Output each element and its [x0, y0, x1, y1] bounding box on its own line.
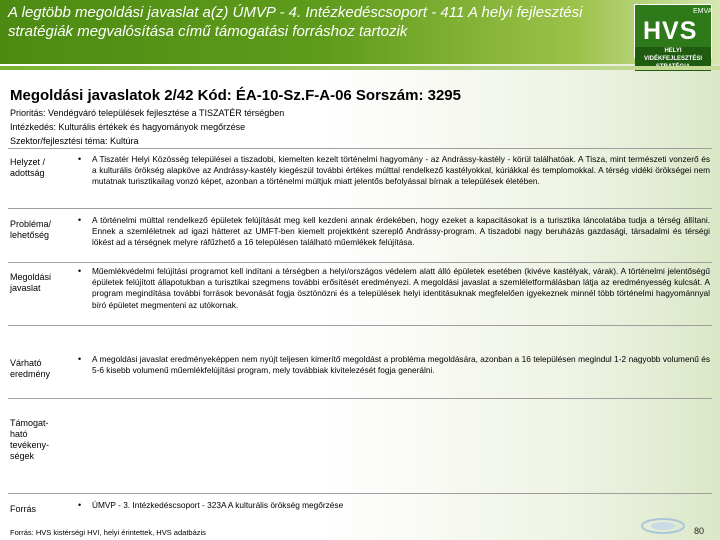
- row-label-activities: Támogat-ható tevékeny-ségek: [10, 418, 50, 461]
- row-divider: [8, 325, 712, 326]
- row-bullet: •: [78, 266, 82, 276]
- priority-line: Prioritás: Vendégváró települések fejlesztése a TISZATÉR térségben: [10, 108, 285, 118]
- row-text-problem: A történelmi múlttal rendelkező épületek felújítását meg kell kezdeni annak érdekében, hogy ezeket a kapacitásokat is a turisztika láncolatába tudja a térség állítani. Ennek a szemléletnek ad igazi hátteret az UMFT-ben kiemelt projektként szereplő Andrássy-program. A tiszadobi nagy beruházás gazdasági, társadalmi és térségi lökést ad a térségnek melyre ráfűzhető a 16 településen található műemlékek felújítása.: [92, 215, 710, 248]
- row-divider: [8, 493, 712, 494]
- page-number: 80: [694, 526, 705, 536]
- row-label-result: Várható eredmény: [10, 358, 51, 379]
- logo-subtitle: HELYI VIDÉKFEJLESZTÉSI: [635, 47, 711, 71]
- header-divider: [0, 66, 720, 70]
- row-divider: [8, 148, 712, 149]
- decorative-logo-icon: [640, 516, 686, 536]
- row-bullet: •: [78, 354, 82, 364]
- row-label-source: Forrás: [10, 504, 37, 514]
- row-text-situation: A Tiszatér Helyi Közösség települései a tiszadobi, kiemelten kezelt történelmi hagyomány - az Andrássy-kastély - körül találhatóak. A Tisza, mint természeti vonzerő és a kulturális örökség alapköve az Andrássy-kastély kiegészül további értékes múlttal rendelkező kastélyokkal, kúriákkal és templomokkal. A térség vidéki örökségei nem mutatnak turisztikailag vonzó képet, azonban a történelmi múltjuk miatt jelentős befolyással bírnak a települések életében.: [92, 154, 710, 187]
- row-bullet: •: [78, 215, 82, 225]
- row-text-result: A megoldási javaslat eredményeképpen nem nyújt teljesen kimerítő megoldást a probléma megoldására, azonban a 16 településen megindul 1-2 nagyobb volumenű és 5-6 kisebb volumenű műemlékfelújítási program, mely továbbiak kivitelezését fogja generálni.: [92, 354, 710, 376]
- header-banner: [0, 0, 720, 64]
- footer-source: Forrás: HVS kistérségi HVI, helyi érintettek, HVS adatbázis: [10, 528, 206, 537]
- row-label-solution: Megoldási javaslat: [10, 272, 52, 293]
- measure-line: Intézkedés: Kulturális értékek és hagyományok megőrzése: [10, 122, 246, 132]
- row-divider: [8, 262, 712, 263]
- section-title: Megoldási javaslatok 2/42 Kód: ÉA-10-Sz.F-A-06 Sorszám: 3295: [10, 87, 461, 104]
- row-label-situation: Helyzet / adottság: [10, 157, 46, 178]
- row-divider: [8, 208, 712, 209]
- row-divider: [8, 398, 712, 399]
- row-label-problem: Probléma/ lehetőség: [10, 219, 52, 240]
- eu-logo-text: EMVA: [693, 8, 713, 15]
- sector-line: Szektor/fejlesztési téma: Kultúra: [10, 136, 139, 146]
- row-bullet: •: [78, 154, 82, 164]
- row-text-source: ÚMVP - 3. Intézkedéscsoport - 323A A kulturális örökség megőrzése: [92, 500, 344, 510]
- hvs-logo: [634, 4, 713, 62]
- header-title: A legtöbb megoldási javaslat a(z) ÚMVP - 4. Intézkedéscsoport - 411 A helyi fejlesztési stratégiák megvalósítása című támogatási forráshoz tartozik: [8, 4, 583, 40]
- logo-text: HVS: [643, 17, 698, 45]
- row-bullet: •: [78, 500, 82, 510]
- row-text-solution: Műemlékvédelmi felújítási programot kell indítani a térségben a helyi/országos védelem alatt álló épületek esetében (kivéve kastélyak, várak). A történelmi jelentőségű épületek felújított állapotukban a turisztikai szegmens további erősítését eredményezi. A megoldási javaslat a szemléletformálásban látja az eredményesség kulcsát. A program megindítása további források bevonását fogja ösztönözni és a települések helyi identitásuknak megfelelően igyekeznek minnél több történelmi hagyománnyal bíró épületet megmenteni az utókornak.: [92, 266, 710, 310]
